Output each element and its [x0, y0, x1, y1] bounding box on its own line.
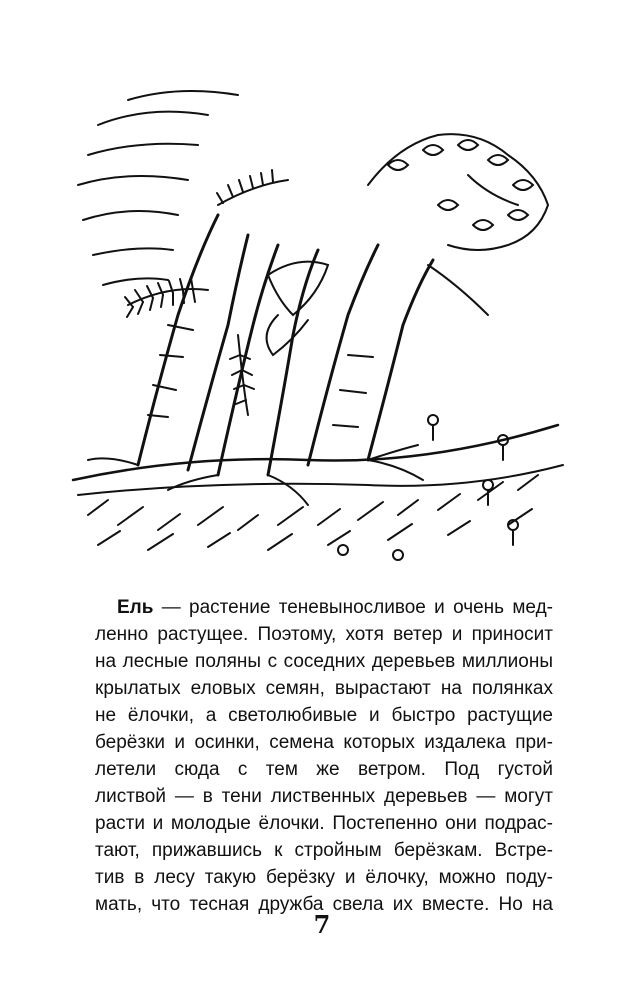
text-line: листвой — в тени лиственных деревьев — могут: [95, 786, 553, 807]
text-line: на лесные поляны с соседних деревьев миллионы: [95, 651, 553, 672]
text-line: [95, 594, 553, 621]
trees-illustration: [68, 85, 568, 565]
text-line: ленно растущее. Поэтому, хотя ветер и приносит: [95, 624, 553, 645]
text-line: берёзки и осинки, семена которых издалека при-: [95, 732, 553, 753]
text-line: тив в лесу такую берёзку и ёлочку, можно поду-: [95, 867, 553, 888]
body-text: [95, 594, 553, 918]
text-line: не ёлочки, а светолюбивые и быстро растущие: [95, 705, 553, 726]
text-line: летели сюда с тем же ветром. Под густой: [95, 759, 553, 780]
text-line: тают, прижавшись к стройным берёзкам. Встре-: [95, 840, 553, 861]
page-number: 7: [313, 910, 331, 939]
text-line: крылатых еловых семян, вырастают на полянках: [95, 678, 553, 699]
text-line: расти и молодые ёлочки. Постепенно они подрас-: [95, 813, 553, 834]
text-line: мать, что тесная дружба свела их вместе. Но на: [95, 894, 553, 915]
term-bold: Ель: [117, 597, 154, 618]
line-text: — растение теневыносливое и очень мед-: [153, 597, 553, 618]
trees-drawing: [68, 85, 568, 565]
